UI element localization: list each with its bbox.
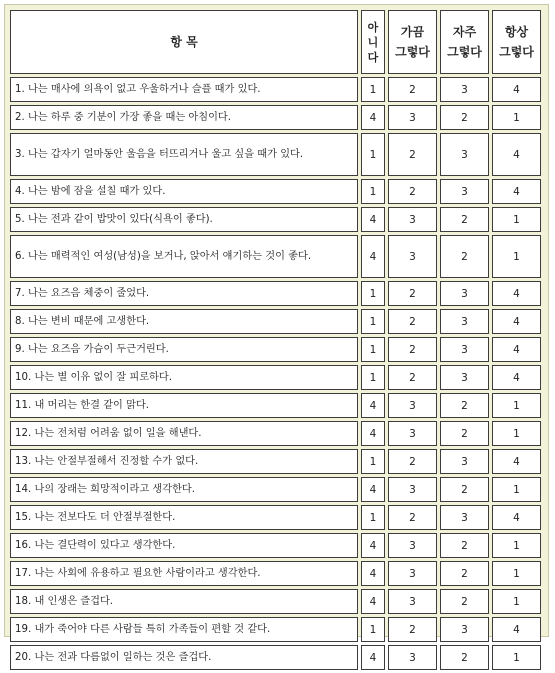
score-cell: 2: [440, 477, 489, 502]
score-cell: 4: [361, 207, 385, 232]
score-cell: 3: [388, 421, 437, 446]
question-text: 4. 나는 밤에 잠을 설칠 때가 있다.: [10, 179, 358, 204]
score-cell: 2: [388, 281, 437, 306]
score-cell: 4: [361, 533, 385, 558]
score-cell: 3: [440, 77, 489, 102]
score-cell: 2: [440, 105, 489, 130]
score-cell: 1: [361, 309, 385, 334]
header-always: 항상 그렇다: [492, 10, 541, 74]
score-cell: 3: [388, 235, 437, 278]
score-cell: 4: [361, 645, 385, 670]
score-cell: 3: [388, 393, 437, 418]
score-cell: 1: [361, 77, 385, 102]
question-text: 11. 내 머리는 한결 같이 맑다.: [10, 393, 358, 418]
score-cell: 2: [388, 179, 437, 204]
score-cell: 4: [361, 477, 385, 502]
score-cell: 4: [492, 281, 541, 306]
score-cell: 1: [492, 393, 541, 418]
score-cell: 4: [361, 421, 385, 446]
header-row: [10, 10, 541, 74]
question-text: 12. 나는 전처럼 어려움 없이 일을 해낸다.: [10, 421, 358, 446]
score-cell: 1: [492, 561, 541, 586]
score-cell: 2: [388, 365, 437, 390]
question-text: 1. 나는 매사에 의욕이 없고 우울하거나 슬플 때가 있다.: [10, 77, 358, 102]
table-row: [10, 393, 541, 418]
score-cell: 4: [492, 179, 541, 204]
score-cell: 4: [492, 77, 541, 102]
question-text: 18. 내 인생은 즐겁다.: [10, 589, 358, 614]
questionnaire-table: [7, 7, 544, 673]
score-cell: 3: [388, 477, 437, 502]
question-text: 2. 나는 하루 중 기분이 가장 좋을 때는 아침이다.: [10, 105, 358, 130]
score-cell: 2: [440, 533, 489, 558]
score-cell: 2: [388, 133, 437, 176]
score-cell: 3: [388, 533, 437, 558]
score-cell: 2: [440, 561, 489, 586]
question-text: 9. 나는 요즈음 가슴이 두근거린다.: [10, 337, 358, 362]
table-row: [10, 477, 541, 502]
table-row: [10, 589, 541, 614]
question-text: 6. 나는 매력적인 여성(남성)을 보거나, 앉아서 얘기하는 것이 좋다.: [10, 235, 358, 278]
score-cell: 4: [361, 589, 385, 614]
score-cell: 1: [361, 337, 385, 362]
score-cell: 4: [492, 505, 541, 530]
score-cell: 2: [440, 421, 489, 446]
score-cell: 1: [492, 105, 541, 130]
score-cell: 2: [388, 77, 437, 102]
score-cell: 4: [361, 235, 385, 278]
table-row: [10, 281, 541, 306]
question-text: 17. 나는 사회에 유용하고 필요한 사람이라고 생각한다.: [10, 561, 358, 586]
question-text: 15. 나는 전보다도 더 안절부절한다.: [10, 505, 358, 530]
score-cell: 3: [440, 281, 489, 306]
score-cell: 4: [492, 133, 541, 176]
table-row: [10, 337, 541, 362]
score-cell: 3: [440, 505, 489, 530]
table-row: [10, 235, 541, 278]
table-row: [10, 105, 541, 130]
table-row: [10, 505, 541, 530]
question-text: 10. 나는 별 이유 없이 잘 피로하다.: [10, 365, 358, 390]
question-text: 3. 나는 갑자기 얼마동안 울음을 터뜨리거나 울고 싶을 때가 있다.: [10, 133, 358, 176]
score-cell: 1: [492, 589, 541, 614]
table-row: [10, 207, 541, 232]
score-cell: 1: [492, 207, 541, 232]
table-row: [10, 309, 541, 334]
score-cell: 4: [492, 617, 541, 642]
score-cell: 1: [361, 281, 385, 306]
header-item: 항 목: [10, 10, 358, 74]
score-cell: 3: [388, 645, 437, 670]
score-cell: 1: [361, 365, 385, 390]
score-cell: 3: [440, 337, 489, 362]
score-cell: 2: [388, 309, 437, 334]
score-cell: 4: [361, 105, 385, 130]
table-row: [10, 179, 541, 204]
score-cell: 3: [440, 365, 489, 390]
score-cell: 4: [492, 449, 541, 474]
score-cell: 4: [492, 365, 541, 390]
score-cell: 1: [492, 645, 541, 670]
score-cell: 3: [388, 589, 437, 614]
score-cell: 1: [361, 133, 385, 176]
score-cell: 4: [361, 393, 385, 418]
score-cell: 1: [361, 617, 385, 642]
score-cell: 2: [440, 393, 489, 418]
header-never: 아 니 다: [361, 10, 385, 74]
score-cell: 2: [388, 617, 437, 642]
score-cell: 3: [388, 105, 437, 130]
score-cell: 3: [440, 449, 489, 474]
question-text: 8. 나는 변비 때문에 고생한다.: [10, 309, 358, 334]
score-cell: 3: [388, 207, 437, 232]
question-text: 19. 내가 죽어야 다른 사람들 특히 가족들이 편할 것 같다.: [10, 617, 358, 642]
table-row: [10, 449, 541, 474]
score-cell: 1: [492, 533, 541, 558]
score-cell: 3: [440, 309, 489, 334]
table-row: [10, 365, 541, 390]
table-row: [10, 561, 541, 586]
question-text: 5. 나는 전과 같이 밥맛이 있다(식욕이 좋다).: [10, 207, 358, 232]
score-cell: 2: [440, 207, 489, 232]
score-cell: 1: [361, 505, 385, 530]
score-cell: 4: [492, 309, 541, 334]
score-cell: 2: [388, 449, 437, 474]
question-text: 20. 나는 전과 다름없이 일하는 것은 즐겁다.: [10, 645, 358, 670]
score-cell: 3: [440, 617, 489, 642]
question-text: 13. 나는 안절부절해서 진정할 수가 없다.: [10, 449, 358, 474]
score-cell: 1: [361, 179, 385, 204]
score-cell: 1: [492, 421, 541, 446]
table-row: [10, 421, 541, 446]
question-text: 7. 나는 요즈음 체중이 줄었다.: [10, 281, 358, 306]
table-row: [10, 133, 541, 176]
score-cell: 2: [440, 645, 489, 670]
score-cell: 3: [440, 179, 489, 204]
score-cell: 2: [388, 337, 437, 362]
table-row: [10, 617, 541, 642]
question-text: 14. 나의 장래는 희망적이라고 생각한다.: [10, 477, 358, 502]
score-cell: 4: [492, 337, 541, 362]
table-row: [10, 77, 541, 102]
score-cell: 1: [492, 477, 541, 502]
score-cell: 3: [388, 561, 437, 586]
score-cell: 4: [361, 561, 385, 586]
score-cell: 2: [388, 505, 437, 530]
header-sometimes: 가끔 그렇다: [388, 10, 437, 74]
score-cell: 1: [361, 449, 385, 474]
score-cell: 2: [440, 589, 489, 614]
score-cell: 3: [440, 133, 489, 176]
score-cell: 1: [492, 235, 541, 278]
score-cell: 2: [440, 235, 489, 278]
table-row: [10, 533, 541, 558]
table-row: [10, 645, 541, 670]
question-text: 16. 나는 결단력이 있다고 생각한다.: [10, 533, 358, 558]
header-often: 자주 그렇다: [440, 10, 489, 74]
